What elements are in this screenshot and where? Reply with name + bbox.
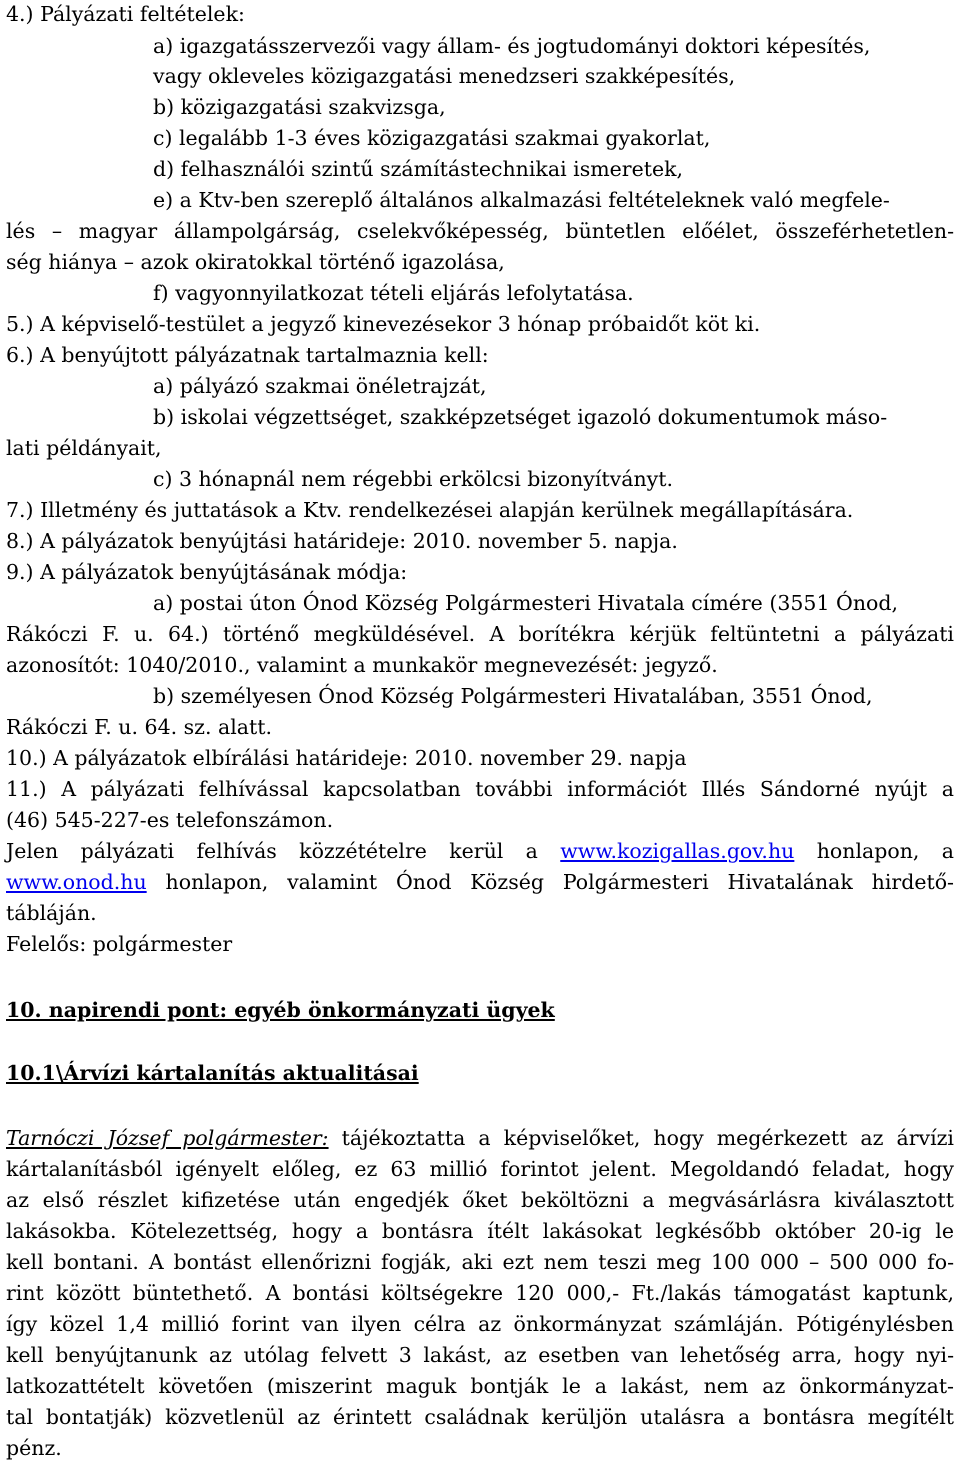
paragraph-line6: rint között büntethető. A bontási költségekre 120 000,- Ft./lakás támogatást kaptunk, (6, 1281, 954, 1305)
condition-f: f) vagyonnyilatkozat tételi eljárás lefolytatása. (153, 281, 634, 305)
agenda-item-10-heading: 10. napirendi pont: egyéb önkormányzati ügyek (6, 998, 555, 1022)
paragraph-line11: pénz. (6, 1436, 62, 1460)
paragraph-line4: lakásokba. Kötelezettség, hogy a bontásra ítélt lakásokat legkésőbb október 20-ig le (6, 1219, 954, 1243)
section-8: 8.) A pályázatok benyújtási határideje: 2010. november 5. napja. (6, 529, 678, 553)
paragraph-line3: az első részlet kifizetése után engedjék őket beköltözni a megvásárlásra kiválasztott (6, 1188, 954, 1212)
section-11-line1: 11.) A pályázati felhívással kapcsolatban további információt Illés Sándorné nyújt a (6, 777, 954, 801)
condition-d: d) felhasználói szintű számítástechnikai ismeretek, (153, 157, 684, 181)
publication-text: Jelen pályázati felhívás közzétételre kerül a (6, 839, 538, 863)
submission-a-line3: azonosítót: 1040/2010., valamint a munkakör megnevezését: jegyző. (6, 653, 718, 677)
requirement-b-line1: b) iskolai végzettséget, szakképzetséget igazoló dokumentumok máso- (153, 405, 888, 429)
publication-text-end: honlapon, a (816, 839, 954, 863)
condition-e-line1: e) a Ktv-ben szereplő általános alkalmazási feltételeknek való megfele- (153, 188, 890, 212)
section-10: 10.) A pályázatok elbírálási határideje: 2010. november 29. napja (6, 746, 687, 770)
publication-line1 (6, 837, 954, 865)
paragraph-line9: latkozattételt követően (miszerint maguk bontják le a lakást, nem az önkormányzat- (6, 1374, 954, 1398)
condition-a-line1: a) igazgatásszervezői vagy állam- és jogtudományi doktori képesítés, (153, 34, 871, 58)
condition-e-line2: lés – magyar állampolgárság, cselekvőképesség, büntetlen előélet, összeférhetetlen- (6, 219, 954, 243)
speaker-name: Tarnóczi József polgármester: (6, 1126, 329, 1150)
agenda-item-10-1-heading: 10.1\Árvízi kártalanítás aktualitásai (6, 1061, 419, 1085)
section-11-line2: (46) 545-227-es telefonszámon. (6, 808, 334, 832)
paragraph-line7: így közel 1,4 millió forint van ilyen célra az önkormányzat számláján. Pótigénylésben (6, 1312, 954, 1336)
requirement-a: a) pályázó szakmai önéletrajzát, (153, 374, 487, 398)
requirement-c: c) 3 hónapnál nem régebbi erkölcsi bizonyítványt. (153, 467, 674, 491)
section-9-heading: 9.) A pályázatok benyújtásának módja: (6, 560, 408, 584)
section-5: 5.) A képviselő-testület a jegyző kinevezésekor 3 hónap próbaidőt köt ki. (6, 312, 761, 336)
paragraph-line8: kell benyújtanunk az utólag felvett 3 lakást, az esetben van lehetőség arra, hogy nyi- (6, 1343, 954, 1367)
submission-b-line2: Rákóczi F. u. 64. sz. alatt. (6, 715, 273, 739)
submission-b-line1: b) személyesen Ónod Község Polgármesteri Hivatalában, 3551 Ónod, (153, 684, 873, 708)
submission-a-line2: Rákóczi F. u. 64.) történő megküldésével. A borítékra kérjük feltüntetni a pályázati (6, 622, 954, 646)
requirement-b-line2: lati példányait, (6, 436, 162, 460)
paragraph-line1 (6, 1124, 954, 1152)
publication-line3: tábláján. (6, 901, 97, 925)
publication-line2 (6, 868, 954, 896)
onod-link[interactable]: www.onod.hu (6, 870, 147, 894)
responsible-line: Felelős: polgármester (6, 932, 233, 956)
condition-a-line2: vagy okleveles közigazgatási menedzseri szakképesítés, (153, 64, 736, 88)
section-4-heading: 4.) Pályázati feltételek: (6, 2, 245, 26)
paragraph-line1-text: tájékoztatta a képviselőket, hogy megérkezett az árvízi (341, 1126, 954, 1150)
submission-a-line1: a) postai úton Ónod Község Polgármesteri Hivatala címére (3551 Ónod, (153, 591, 899, 615)
paragraph-line5: kell bontani. A bontást ellenőrizni fogják, aki ezt nem teszi meg 100 000 – 500 000 fo- (6, 1250, 954, 1274)
section-6-heading: 6.) A benyújtott pályázatnak tartalmaznia kell: (6, 343, 489, 367)
condition-b: b) közigazgatási szakvizsga, (153, 95, 446, 119)
kozigallas-link[interactable]: www.kozigallas.gov.hu (560, 839, 795, 863)
section-7: 7.) Illetmény és juttatások a Ktv. rendelkezései alapján kerülnek megállapítására. (6, 498, 854, 522)
paragraph-line2: kártalanításból igényelt előleg, ez 63 millió forintot jelent. Megoldandó feladat, hogy (6, 1157, 954, 1181)
condition-e-line3: ség hiánya – azok okiratokkal történő igazolása, (6, 250, 505, 274)
paragraph-line10: tal bontatják) közvetlenül az érintett családnak kerüljön utalásra a bontásra megítélt (6, 1405, 954, 1429)
condition-c: c) legalább 1-3 éves közigazgatási szakmai gyakorlat, (153, 126, 711, 150)
publication-text-2: honlapon, valamint Ónod Község Polgármesteri Hivatalának hirdető- (165, 870, 954, 894)
